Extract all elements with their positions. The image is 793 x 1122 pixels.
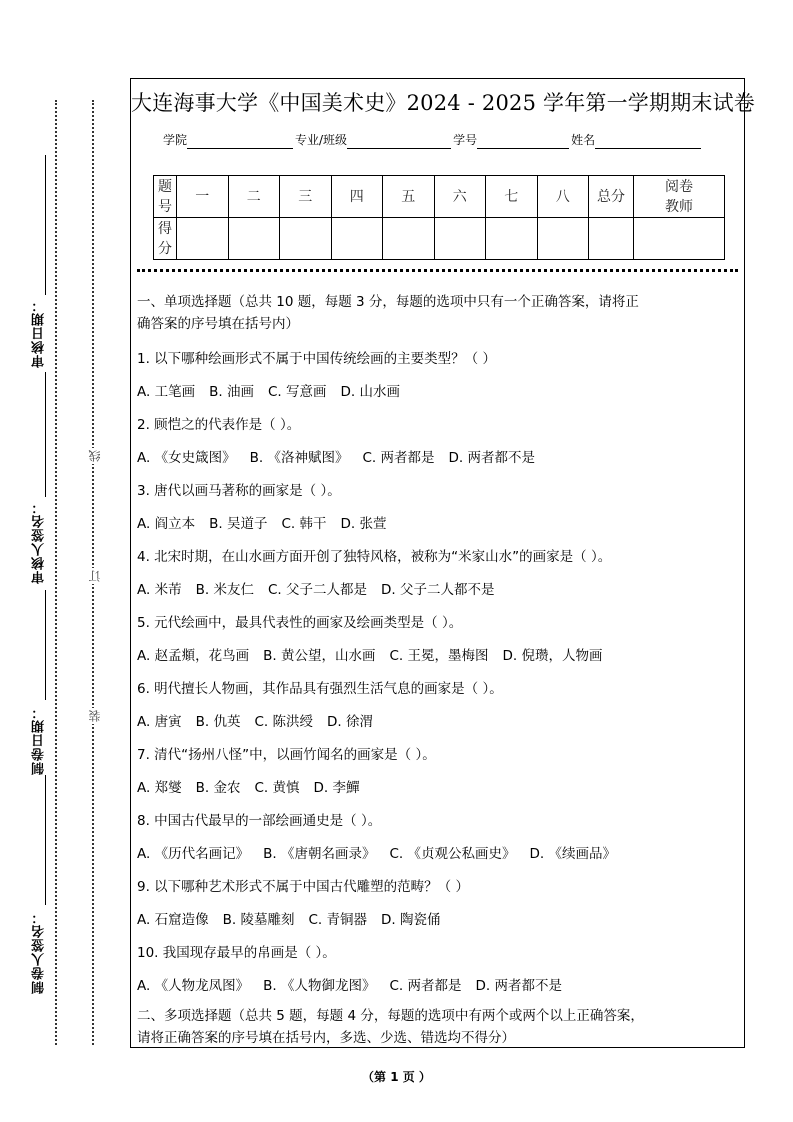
option: B. 陵墓雕刻: [222, 912, 295, 928]
section1-heading: 一、单项选择题（总共 10 题，每题 3 分，每题的选项中只有一个正确答案，请将正 确答案的序号填在括号内）: [137, 294, 639, 332]
binding-margin: [0, 0, 130, 1122]
question-1-stem: 1. 以下哪种绘画形式不属于中国传统绘画的主要类型？（ ）: [137, 351, 496, 367]
grader-cell[interactable]: [634, 218, 725, 260]
col-header: 三: [280, 176, 332, 218]
option: D. 徐渭: [326, 714, 373, 730]
col-header: 四: [331, 176, 383, 218]
score-table: [153, 175, 725, 260]
option: B. 《洛神赋图》: [249, 450, 349, 466]
question-9-options: [137, 908, 454, 928]
option: B. 仇英: [195, 714, 241, 730]
make-date-blank: [45, 590, 46, 700]
option: D. 陶瓷俑: [380, 912, 441, 928]
col-header: 八: [537, 176, 589, 218]
question-6-stem: 6. 明代擅长人物画，其作品具有强烈生活气息的画家是（ ）。: [137, 681, 503, 697]
col-header: 二: [228, 176, 280, 218]
option: A. 石窟造像: [137, 912, 209, 928]
grader-header: 阅卷 教师: [634, 176, 725, 218]
option: A. 郑燮: [137, 780, 182, 796]
option: A. 《女史箴图》: [137, 450, 236, 466]
question-5-stem: 5. 元代绘画中，最具代表性的画家及绘画类型是（ ）。: [137, 615, 463, 631]
college-field[interactable]: [187, 134, 293, 149]
question-9-stem: 9. 以下哪种艺术形式不属于中国古代雕塑的范畴？（ ）: [137, 879, 469, 895]
score-cell[interactable]: [537, 218, 589, 260]
option: D. 倪瓒，人物画: [502, 648, 603, 664]
option: A. 唐寅: [137, 714, 182, 730]
option: D. 两者都不是: [475, 978, 562, 994]
option: D. 李鱓: [313, 780, 360, 796]
maker-signature-label: 制卷人签名：: [32, 910, 47, 994]
question-6-options: [137, 710, 387, 730]
question-2-options: [137, 446, 549, 466]
section2-heading: 二、多项选择题（总共 5 题，每题 4 分，每题的选项中有两个或两个以上正确答案， 请将正确答案的序号填在括号内，多选、少选、错选均不得分）: [137, 1008, 644, 1046]
option: D. 两者都不是: [448, 450, 535, 466]
score-cell[interactable]: [177, 218, 229, 260]
col-header: 七: [486, 176, 538, 218]
major-class-field[interactable]: [347, 134, 451, 149]
score-table-score-row: [154, 218, 725, 260]
option: B. 黄公望，山水画: [263, 648, 376, 664]
student-info-row: [163, 131, 703, 149]
reviewer-signature-blank: [45, 372, 46, 497]
option: C. 王冕，墨梅图: [389, 648, 489, 664]
question-2-stem: 2. 顾恺之的代表作是（ ）。: [137, 417, 301, 433]
question-3-options: [137, 512, 400, 532]
name-label: 姓名: [571, 133, 596, 147]
score-cell[interactable]: [280, 218, 332, 260]
dotted-separator: [137, 269, 738, 272]
option: A. 工笔画: [137, 384, 196, 400]
score-cell[interactable]: [486, 218, 538, 260]
option: A. 《人物龙凤图》: [137, 978, 250, 994]
total-score-header: 总分: [589, 176, 634, 218]
option: D. 《续画品》: [529, 846, 616, 862]
option: C. 韩干: [281, 516, 327, 532]
question-7-stem: 7. 清代“扬州八怪”中，以画竹闻名的画家是（ ）。: [137, 747, 436, 763]
option: C. 父子二人都是: [267, 582, 367, 598]
col-header: 五: [383, 176, 435, 218]
college-label: 学院: [163, 133, 188, 147]
option: C. 黄慎: [254, 780, 300, 796]
option: D. 张萱: [340, 516, 387, 532]
option: B. 吴道子: [209, 516, 268, 532]
question-4-options: [137, 578, 508, 598]
page-number: （第 1 页 ）: [362, 1070, 431, 1084]
question-8-stem: 8. 中国古代最早的一部绘画通史是（ ）。: [137, 813, 382, 829]
exam-frame: [130, 78, 756, 1048]
score-cell[interactable]: [434, 218, 486, 260]
option: D. 父子二人都不是: [380, 582, 495, 598]
major-class-label: 专业/班级: [295, 133, 348, 147]
question-4-stem: 4. 北宋时期，在山水画方面开创了独特风格，被称为“米家山水”的画家是（ ）。: [137, 549, 612, 565]
option: C. 青铜器: [308, 912, 367, 928]
question-8-options: [137, 842, 630, 862]
cut-mark-line: 线: [88, 450, 102, 462]
cut-mark-bind: 订: [88, 570, 102, 582]
col-header: 六: [434, 176, 486, 218]
student-id-field[interactable]: [477, 134, 569, 149]
question-10-options: [137, 974, 576, 994]
score-row-header: 得 分: [154, 218, 177, 260]
option: C. 《贞观公私画史》: [389, 846, 516, 862]
review-date-label: 审核日期：: [32, 298, 47, 368]
option: A. 阎立本: [137, 516, 196, 532]
col-header: 一: [177, 176, 229, 218]
cut-mark-fold: 装: [88, 710, 102, 722]
question-1-options: [137, 380, 414, 400]
option: B. 米友仁: [195, 582, 254, 598]
exam-title: 大连海事大学《中国美术史》2024 - 2025 学年第一学期期末试卷: [131, 91, 756, 115]
question-10-stem: 10. 我国现存最早的帛画是（ ）。: [137, 945, 336, 961]
option: A. 米芾: [137, 582, 182, 598]
option: D. 山水画: [340, 384, 400, 400]
option: B. 金农: [195, 780, 241, 796]
maker-signature-blank: [45, 775, 46, 905]
reviewer-signature-label: 审核人签名：: [32, 500, 47, 584]
option: C. 陈洪绶: [254, 714, 313, 730]
total-score-cell[interactable]: [589, 218, 634, 260]
make-date-label: 制卷日期：: [32, 705, 47, 775]
option: B. 油画: [209, 384, 254, 400]
option: A. 赵孟頫，花鸟画: [137, 648, 250, 664]
score-cell[interactable]: [331, 218, 383, 260]
question-5-options: [137, 644, 616, 664]
score-cell[interactable]: [383, 218, 435, 260]
name-field[interactable]: [595, 134, 701, 149]
binding-dotted-line-outer: [55, 100, 57, 1045]
option: C. 写意画: [267, 384, 327, 400]
student-id-label: 学号: [453, 133, 478, 147]
question-3-stem: 3. 唐代以画马著称的画家是（ ）。: [137, 483, 341, 499]
question-number-header: 题 号: [154, 176, 177, 218]
review-date-blank: [45, 155, 46, 295]
option: C. 两者都是: [362, 450, 435, 466]
score-cell[interactable]: [228, 218, 280, 260]
option: B. 《人物御龙图》: [263, 978, 376, 994]
option: B. 《唐朝名画录》: [263, 846, 376, 862]
question-7-options: [137, 776, 373, 796]
option: A. 《历代名画记》: [137, 846, 250, 862]
score-table-header-row: [154, 176, 725, 218]
option: C. 两者都是: [389, 978, 462, 994]
